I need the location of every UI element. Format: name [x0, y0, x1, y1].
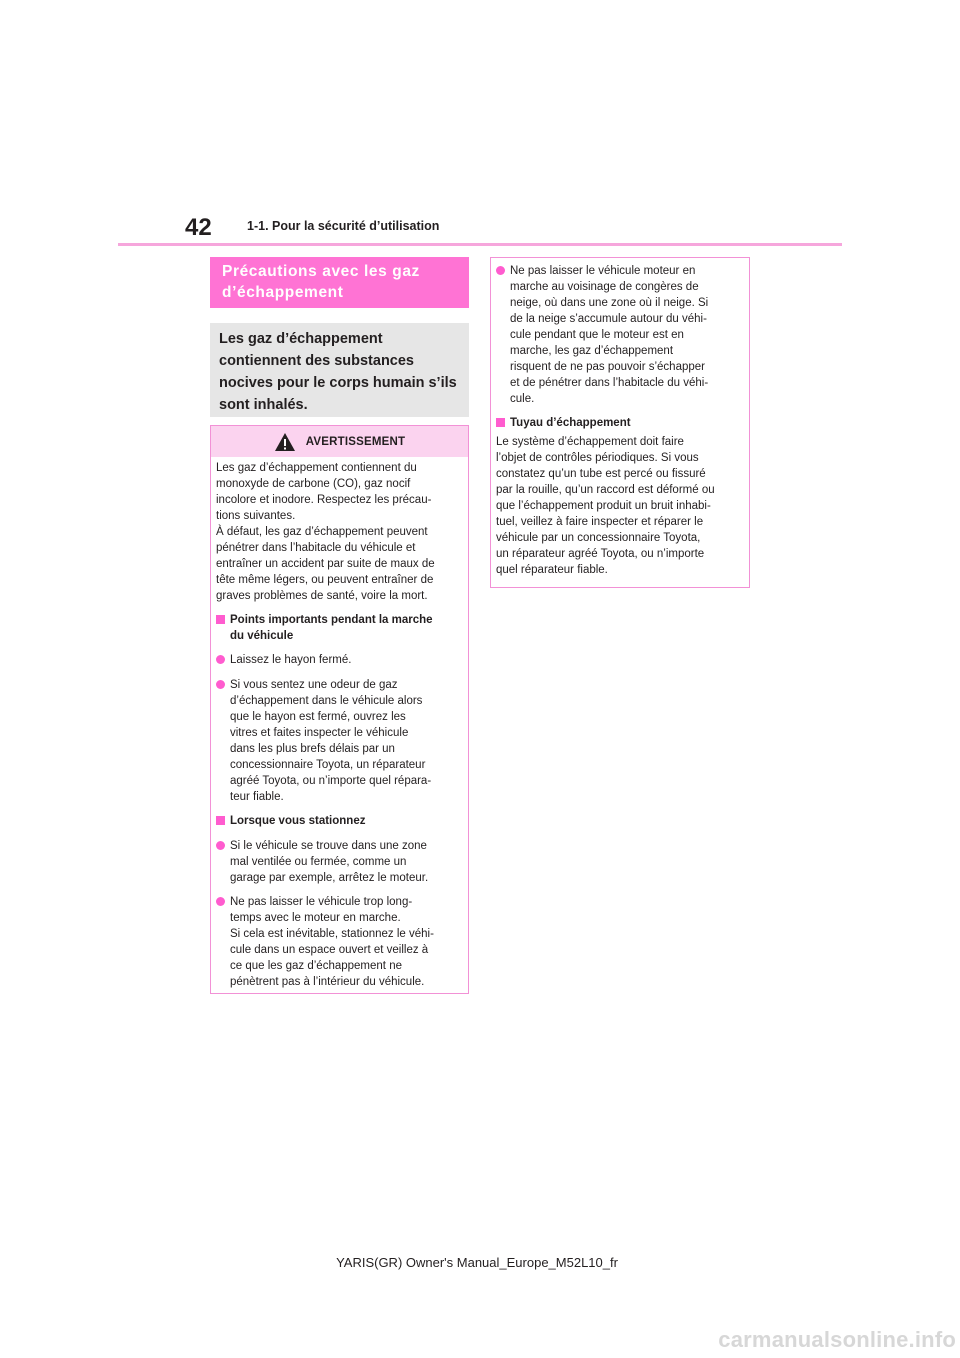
text-line: temps avec le moteur en marche.: [230, 912, 401, 924]
text-line: constatez qu’un tube est percé ou fissuré: [496, 468, 706, 480]
text-line: garage par exemple, arrêtez le moteur.: [230, 872, 429, 884]
text-line: Laissez le hayon fermé.: [230, 654, 352, 666]
text-line: dans les plus brefs délais par un: [230, 743, 395, 755]
text-line: mal ventilée ou fermée, comme un: [230, 856, 407, 868]
list-item: [496, 263, 742, 407]
warning-box: [210, 425, 469, 994]
page-number: 42: [185, 214, 212, 241]
text-line: Si vous sentez une odeur de gaz: [230, 679, 398, 691]
text-line: Ne pas laisser le véhicule trop long-: [230, 896, 413, 908]
warning-heading: AVERTISSEMENT: [305, 435, 406, 448]
text-line: par la rouille, qu’un raccord est déformé ou: [496, 484, 715, 496]
round-bullet-icon: [496, 266, 505, 275]
round-bullet-icon: [216, 841, 225, 850]
square-bullet-icon: [496, 418, 505, 427]
section-title: 1-1. Pour la sécurité d’utilisation: [247, 219, 440, 233]
text-line: véhicule par un concessionnaire Toyota,: [496, 532, 701, 544]
footer-text: YARIS(GR) Owner's Manual_Europe_M52L10_fr: [336, 1255, 618, 1270]
list-item: [216, 652, 461, 669]
topic-title-line: d’échappement: [222, 284, 344, 301]
text-line: du véhicule: [230, 630, 294, 642]
text-line: Lorsque vous stationnez: [230, 815, 366, 827]
topic-title: [210, 257, 469, 308]
warning-header: [211, 426, 468, 457]
text-line: Le système d’échappement doit faire: [496, 436, 684, 448]
square-bullet-icon: [216, 816, 225, 825]
text-line: agréé Toyota, ou n’importe quel répara-: [230, 775, 432, 787]
text-line: un réparateur agréé Toyota, ou n’importe: [496, 548, 705, 560]
round-bullet-icon: [216, 680, 225, 689]
warning-body: [211, 457, 468, 990]
list-item: [216, 677, 461, 805]
text-line: pénètrent pas à l’intérieur du véhicule.: [230, 976, 425, 988]
text-line: Points importants pendant la marche: [230, 614, 433, 626]
text-line: entraîner un accident par suite de maux de: [216, 558, 435, 570]
text-line: et de pénétrer dans l’habitacle du véhi-: [510, 377, 709, 389]
square-bullet-icon: [216, 615, 225, 624]
text-line: de la neige s’accumule autour du véhi-: [510, 313, 707, 325]
text-line: Tuyau d’échappement: [510, 417, 631, 429]
intro-line: sont inhalés.: [219, 397, 308, 413]
text-line: risquent de ne pas pouvoir s’échapper: [510, 361, 705, 373]
subheading: [216, 612, 461, 644]
subheading: [216, 813, 461, 830]
text-line: ce que les gaz d’échappement ne: [230, 960, 402, 972]
text-line: incolore et inodore. Respectez les précau-: [216, 494, 432, 506]
text-line: Si le véhicule se trouve dans une zone: [230, 840, 427, 852]
text-line: monoxyde de carbone (CO), gaz nocif: [216, 478, 411, 490]
paragraph: [496, 434, 742, 578]
intro-line: nocives pour le corps humain s’ils: [219, 375, 457, 391]
text-line: l’objet de contrôles périodiques. Si vous: [496, 452, 699, 464]
text-line: que le hayon est fermé, ouvrez les: [230, 711, 406, 723]
text-line: marche au voisinage de congères de: [510, 281, 699, 293]
warning-triangle-icon: [274, 432, 296, 452]
text-line: marche, les gaz d’échappement: [510, 345, 674, 357]
header-rule: [118, 243, 842, 246]
text-line: tions suivantes.: [216, 510, 296, 522]
list-item: [216, 894, 461, 990]
round-bullet-icon: [216, 655, 225, 664]
text-line: Si cela est inévitable, stationnez le véhi-: [230, 928, 434, 940]
text-line: Ne pas laisser le véhicule moteur en: [510, 265, 696, 277]
watermark: carmanualsonline.info: [718, 1327, 956, 1352]
text-line: d’échappement dans le véhicule alors: [230, 695, 423, 707]
text-line: vitres et faites inspecter le véhicule: [230, 727, 409, 739]
subheading: [496, 415, 742, 432]
text-line: cule dans un espace ouvert et veillez à: [230, 944, 429, 956]
text-line: teur fiable.: [230, 791, 284, 803]
text-line: quel réparateur fiable.: [496, 564, 608, 576]
text-line: tuel, veillez à faire inspecter et réparer le: [496, 516, 704, 528]
text-line: que l’échappement produit un bruit inhabi-: [496, 500, 711, 512]
text-line: cule.: [510, 393, 535, 405]
text-line: concessionnaire Toyota, un réparateur: [230, 759, 426, 771]
text-line: À défaut, les gaz d’échappement peuvent: [216, 526, 428, 538]
text-line: Les gaz d’échappement contiennent du: [216, 462, 417, 474]
warning-intro: [216, 460, 461, 604]
topic-title-line: Précautions avec les gaz: [222, 263, 420, 280]
intro-box: [210, 323, 469, 417]
text-line: pénétrer dans l’habitacle du véhicule et: [216, 542, 416, 554]
text-line: cule pendant que le moteur est en: [510, 329, 684, 341]
text-line: neige, où dans une zone où il neige. Si: [510, 297, 709, 309]
warning-box-continued: [490, 257, 750, 588]
list-item: [216, 838, 461, 886]
text-line: tête même légers, ou peuvent entraîner de: [216, 574, 434, 586]
intro-line: Les gaz d’échappement: [219, 331, 383, 347]
footer: [0, 1255, 960, 1270]
text-line: graves problèmes de santé, voire la mort.: [216, 590, 428, 602]
round-bullet-icon: [216, 897, 225, 906]
intro-line: contiennent des substances: [219, 353, 414, 369]
